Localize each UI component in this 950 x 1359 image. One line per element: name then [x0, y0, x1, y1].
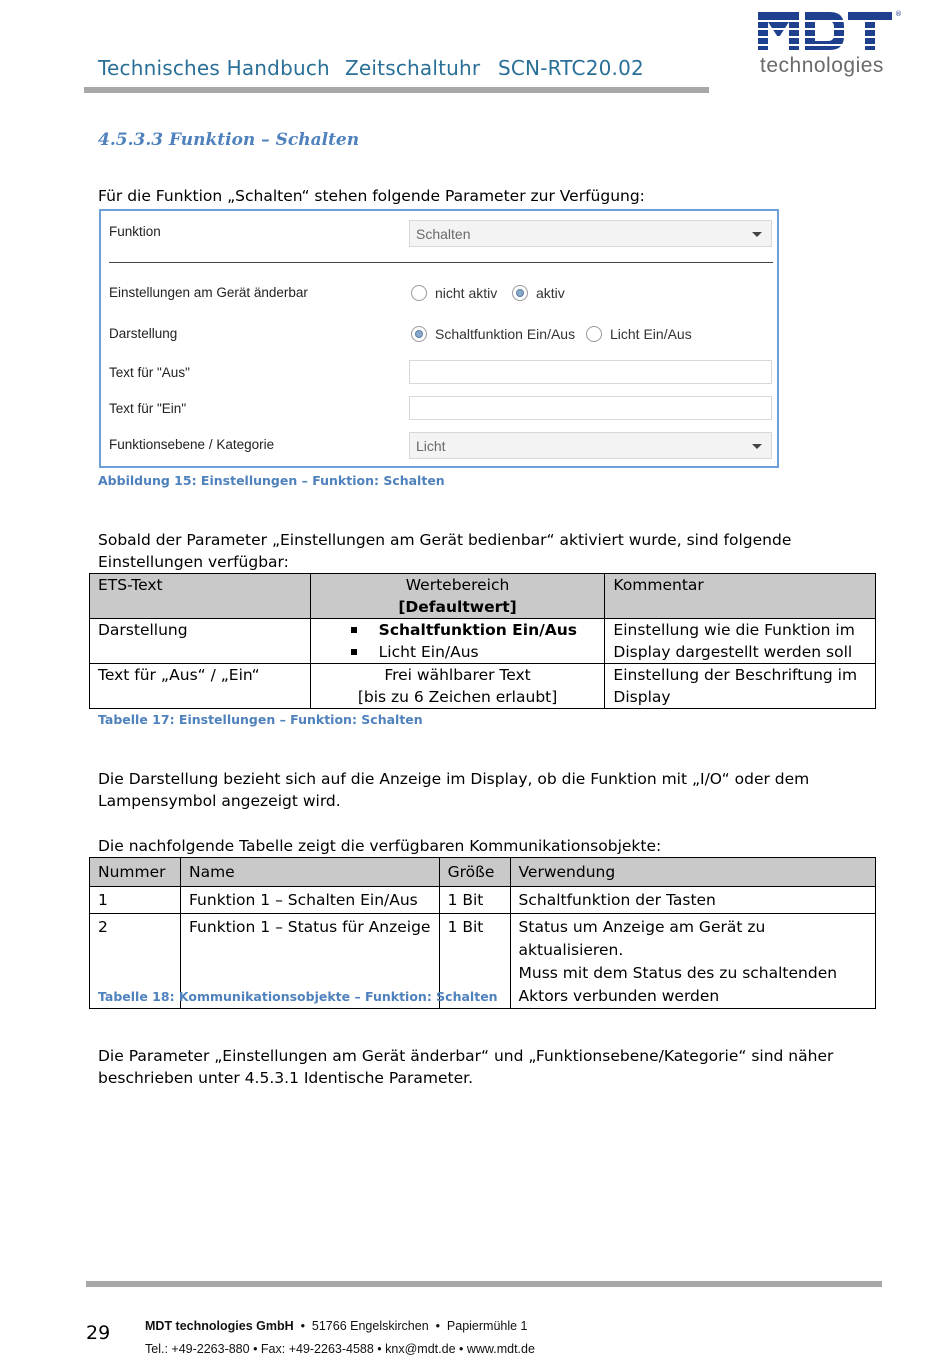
table-row: [90, 887, 876, 914]
usage-line: Muss mit dem Status des zu schaltenden: [518, 964, 838, 982]
value-line: Frei wählbarer Text: [384, 666, 531, 684]
radio-aktiv[interactable]: [512, 285, 528, 301]
comment-line: Einstellung der Beschriftung im: [613, 666, 858, 684]
footer-contact: Tel.: +49-2263-880 • Fax: +49-2263-4588 • knx@mdt.de • www.mdt.de: [145, 1342, 535, 1356]
cell-verwendung: [510, 914, 875, 1009]
settings-table: [89, 573, 876, 709]
table-row: [90, 619, 876, 664]
cell-name: Funktion 1 – Status für Anzeige: [180, 914, 439, 1009]
cell-verwendung: Schaltfunktion der Tasten: [510, 887, 875, 914]
header-verwendung: Verwendung: [510, 858, 875, 887]
header-name: Name: [180, 858, 439, 887]
radio-licht-label: Licht Ein/Aus: [610, 326, 692, 342]
page-number: 29: [86, 1322, 111, 1344]
header-model: SCN-RTC20.02: [498, 56, 644, 80]
text-aus-input[interactable]: [409, 360, 772, 384]
header-rule: [84, 87, 709, 93]
para4-line2: beschrieben unter 4.5.3.1 Identische Parameter.: [98, 1069, 474, 1087]
footer-address: • 51766 Engelskirchen • Papiermühle 1: [293, 1319, 528, 1333]
value-option-default: Schaltfunktion Ein/Aus: [339, 619, 597, 641]
figure-caption: Abbildung 15: Einstellungen – Funktion: Schalten: [98, 473, 445, 488]
radio-aktiv-label: aktiv: [536, 285, 565, 301]
row-values: [310, 619, 605, 664]
radio-nicht-aktiv-label: nicht aktiv: [435, 285, 498, 301]
chevron-down-icon: [752, 232, 762, 237]
footer-rule: [86, 1281, 882, 1287]
row-comment: [605, 664, 876, 709]
value-option: Licht Ein/Aus: [339, 641, 597, 663]
footer-address-line: [145, 1319, 528, 1333]
para4-line1: Die Parameter „Einstellungen am Gerät änderbar“ und „Funktionsebene/Kategorie“ sind näher: [98, 1047, 834, 1065]
kategorie-select[interactable]: [409, 432, 772, 459]
radio-licht[interactable]: [586, 326, 602, 342]
row-comment: [605, 619, 876, 664]
panel-divider: [109, 262, 773, 263]
header-title: Technisches Handbuch: [98, 56, 330, 80]
text-ein-input[interactable]: [409, 396, 772, 420]
radio-schaltfunktion[interactable]: [411, 326, 427, 342]
table18-caption: Tabelle 18: Kommunikationsobjekte – Funktion: Schalten: [98, 989, 498, 1004]
text-aus-label: Text für "Aus": [109, 365, 190, 380]
funktion-label: Funktion: [109, 224, 161, 239]
header-ets-text: ETS-Text: [90, 574, 311, 619]
cell-name: Funktion 1 – Schalten Ein/Aus: [180, 887, 439, 914]
usage-line: Aktors verbunden werden: [518, 987, 720, 1005]
funktion-select-value: Schalten: [416, 226, 471, 242]
para1-line1: Sobald der Parameter „Einstellungen am Gerät bedienbar“ aktiviert wurde, sind folgende: [98, 531, 792, 549]
header-defaultwert-label: [Defaultwert]: [398, 598, 517, 616]
kategorie-label: Funktionsebene / Kategorie: [109, 437, 275, 452]
radio-schaltfunktion-label: Schaltfunktion Ein/Aus: [435, 326, 576, 342]
footer-company: MDT technologies GmbH: [145, 1319, 294, 1333]
value-line: [bis zu 6 Zeichen erlaubt]: [357, 688, 558, 706]
cell-groesse: 1 Bit: [439, 887, 510, 914]
cell-groesse: 1 Bit: [439, 914, 510, 1009]
table17-caption: Tabelle 17: Einstellungen – Funktion: Schalten: [98, 712, 423, 727]
logo-subtitle: technologies: [760, 54, 884, 77]
chevron-down-icon: [752, 444, 762, 449]
cell-nummer: 1: [90, 887, 181, 914]
section-title: 4.5.3.3 Funktion – Schalten: [98, 130, 360, 150]
comment-line: Display dargestellt werden soll: [613, 643, 853, 661]
header-groesse: Größe: [439, 858, 510, 887]
row-values: [310, 664, 605, 709]
para3: Die nachfolgende Tabelle zeigt die verfügbaren Kommunikationsobjekte:: [98, 837, 662, 855]
table-header-row: [90, 858, 876, 887]
header-subtitle: Zeitschaltuhr: [345, 56, 481, 80]
table-row: [90, 664, 876, 709]
intro-text: Für die Funktion „Schalten“ stehen folgende Parameter zur Verfügung:: [98, 187, 645, 205]
para1-line2: Einstellungen verfügbar:: [98, 553, 289, 571]
radio-nicht-aktiv[interactable]: [411, 285, 427, 301]
registered-mark: ®: [895, 10, 902, 18]
comment-line: Display: [613, 688, 671, 706]
funktion-select[interactable]: [409, 220, 772, 247]
header-wertebereich: [310, 574, 605, 619]
usage-line: Status um Anzeige am Gerät zu aktualisieren.: [518, 918, 766, 959]
row-name: Text für „Aus“ / „Ein“: [90, 664, 311, 709]
comment-line: Einstellung wie die Funktion im: [613, 621, 855, 639]
para2-line1: Die Darstellung bezieht sich auf die Anzeige im Display, ob die Funktion mit „I/O“ oder dem: [98, 770, 810, 788]
row-name: Darstellung: [90, 619, 311, 664]
header-wertebereich-label: Wertebereich: [405, 576, 510, 594]
darstellung-label: Darstellung: [109, 326, 178, 341]
header-nummer: Nummer: [90, 858, 181, 887]
para2-line2: Lampensymbol angezeigt wird.: [98, 792, 341, 810]
cell-nummer: 2: [90, 914, 181, 1009]
table-header-row: [90, 574, 876, 619]
objects-table: [89, 857, 876, 1009]
kategorie-select-value: Licht: [416, 438, 446, 454]
text-ein-label: Text für "Ein": [109, 401, 187, 416]
header-kommentar: Kommentar: [605, 574, 876, 619]
mdt-logo-icon: [758, 8, 896, 54]
einstellungen-label: Einstellungen am Gerät änderbar: [109, 285, 308, 300]
ets-parameter-panel: [99, 209, 779, 468]
